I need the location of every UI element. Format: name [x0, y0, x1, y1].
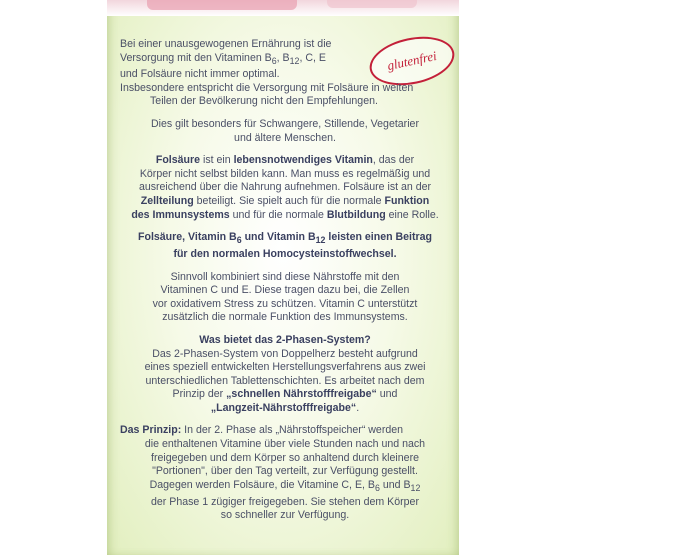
text-line: Prinzip der [172, 388, 227, 401]
text-line: ist ein [200, 154, 234, 167]
paragraph-target-groups [120, 118, 450, 145]
text-line: . [356, 401, 360, 414]
paragraph-principle [120, 424, 450, 522]
subscript: 12 [410, 482, 421, 493]
bold-text: und Vitamin B [241, 231, 316, 244]
package-text [120, 38, 450, 532]
paragraph-homocysteine [120, 231, 450, 261]
paragraph-two-phase [120, 334, 450, 416]
text-line: eines speziell entwickelten Herstellungsverfahrens aus zwei [144, 361, 426, 374]
text-line: "Portionen", über den Tag verteilt, zur Verfügung gestellt. [152, 465, 418, 478]
text-line: ausreichend über die Nahrung aufnehmen. Folsäure ist an der [138, 181, 432, 194]
subscript: 6 [236, 235, 242, 246]
text-line: , das der [372, 154, 415, 167]
text-line: Sinnvoll kombiniert sind diese Nährstoffe mit den [170, 270, 400, 283]
bold-text: „schnellen Nährstofffreigabe“ [226, 388, 377, 401]
paragraph-nutrition [120, 38, 450, 109]
subscript: 6 [374, 482, 380, 493]
text-line: und Folsäure nicht immer optimal. [120, 68, 280, 81]
text-line: Dies gilt besonders für Schwangere, Stillende, Vegetarier [151, 118, 419, 131]
text-line: Vitaminen C und E. Diese tragen dazu bei, die Zellen [160, 284, 410, 297]
text-line: Körper nicht selbst bilden kann. Man muss es regelmäßig und [139, 167, 431, 180]
bold-text: Das Prinzip: [120, 424, 182, 437]
text-line: beteiligt. Sie spielt auch für die normale [193, 195, 385, 208]
bold-text: lebensnotwendiges Vitamin [233, 154, 373, 167]
subscript: 12 [289, 55, 300, 66]
bold-text: Blutbildung [326, 208, 386, 221]
seal-text: glutenfrei [385, 47, 438, 74]
text-line: und für die normale [229, 208, 327, 221]
paragraph-folic-acid [120, 154, 450, 222]
text-line: so schneller zur Verfügung. [220, 509, 350, 522]
text-line: Das 2-Phasen-System von Doppelherz besteht aufgrund [152, 347, 418, 360]
text-line: der Phase 1 zügiger freigegeben. Sie stehen dem Körper [151, 495, 419, 508]
subscript: 6 [271, 55, 277, 66]
bold-text: Zellteilung [140, 195, 194, 208]
pink-print-strip [147, 0, 297, 10]
subscript: 12 [315, 235, 326, 246]
text-line: und ältere Menschen. [234, 131, 336, 144]
text-line: Insbesondere entspricht die Versorgung mit Folsäure in weiten [120, 81, 414, 94]
bold-text: Folsäure [155, 154, 201, 167]
bold-text: Funktion [384, 195, 430, 208]
bold-text: des Immunsystems [131, 208, 230, 221]
text-line: In der 2. Phase als „Nährstoffspeicher“ werden [181, 424, 404, 437]
bold-text: leisten einen Beitrag [325, 231, 432, 244]
pink-print-strip-2 [327, 0, 417, 8]
bold-text: für den normalen Homocysteinstoffwechsel. [173, 247, 397, 260]
text-line: vor oxidativem Stress zu schützen. Vitamin C unterstützt [152, 297, 418, 310]
text-line: Teilen der Bevölkerung nicht den Empfehlungen. [150, 95, 378, 108]
bold-text: „Langzeit-Nährstofffreigabe“ [210, 401, 357, 414]
text-line: , B [276, 51, 290, 64]
text-line: und [376, 388, 398, 401]
text-line: Dagegen werden Folsäure, die Vitamine C, E, B [149, 478, 375, 491]
text-line: zusätzlich die normale Funktion des Immunsystems. [162, 311, 408, 324]
paragraph-vitamins-ce [120, 271, 450, 325]
text-line: freigegeben und dem Körper so anhaltend durch kleinere [151, 451, 419, 464]
bold-text: Folsäure, Vitamin B [138, 231, 237, 244]
text-line: Versorgung mit den Vitaminen B [120, 51, 272, 64]
package-top-flap [107, 0, 459, 16]
text-line: und B [379, 478, 411, 491]
section-heading: Was bietet das 2-Phasen-System? [199, 333, 371, 346]
text-line: unterschiedlichen Tablettenschichten. Es arbeitet nach dem [145, 374, 425, 387]
text-line: , C, E [299, 51, 326, 64]
text-line: Bei einer unausgewogenen Ernährung ist die [120, 38, 332, 50]
text-line: eine Rolle. [385, 208, 439, 221]
text-line: die enthaltenen Vitamine über viele Stunden nach und nach [144, 438, 426, 451]
